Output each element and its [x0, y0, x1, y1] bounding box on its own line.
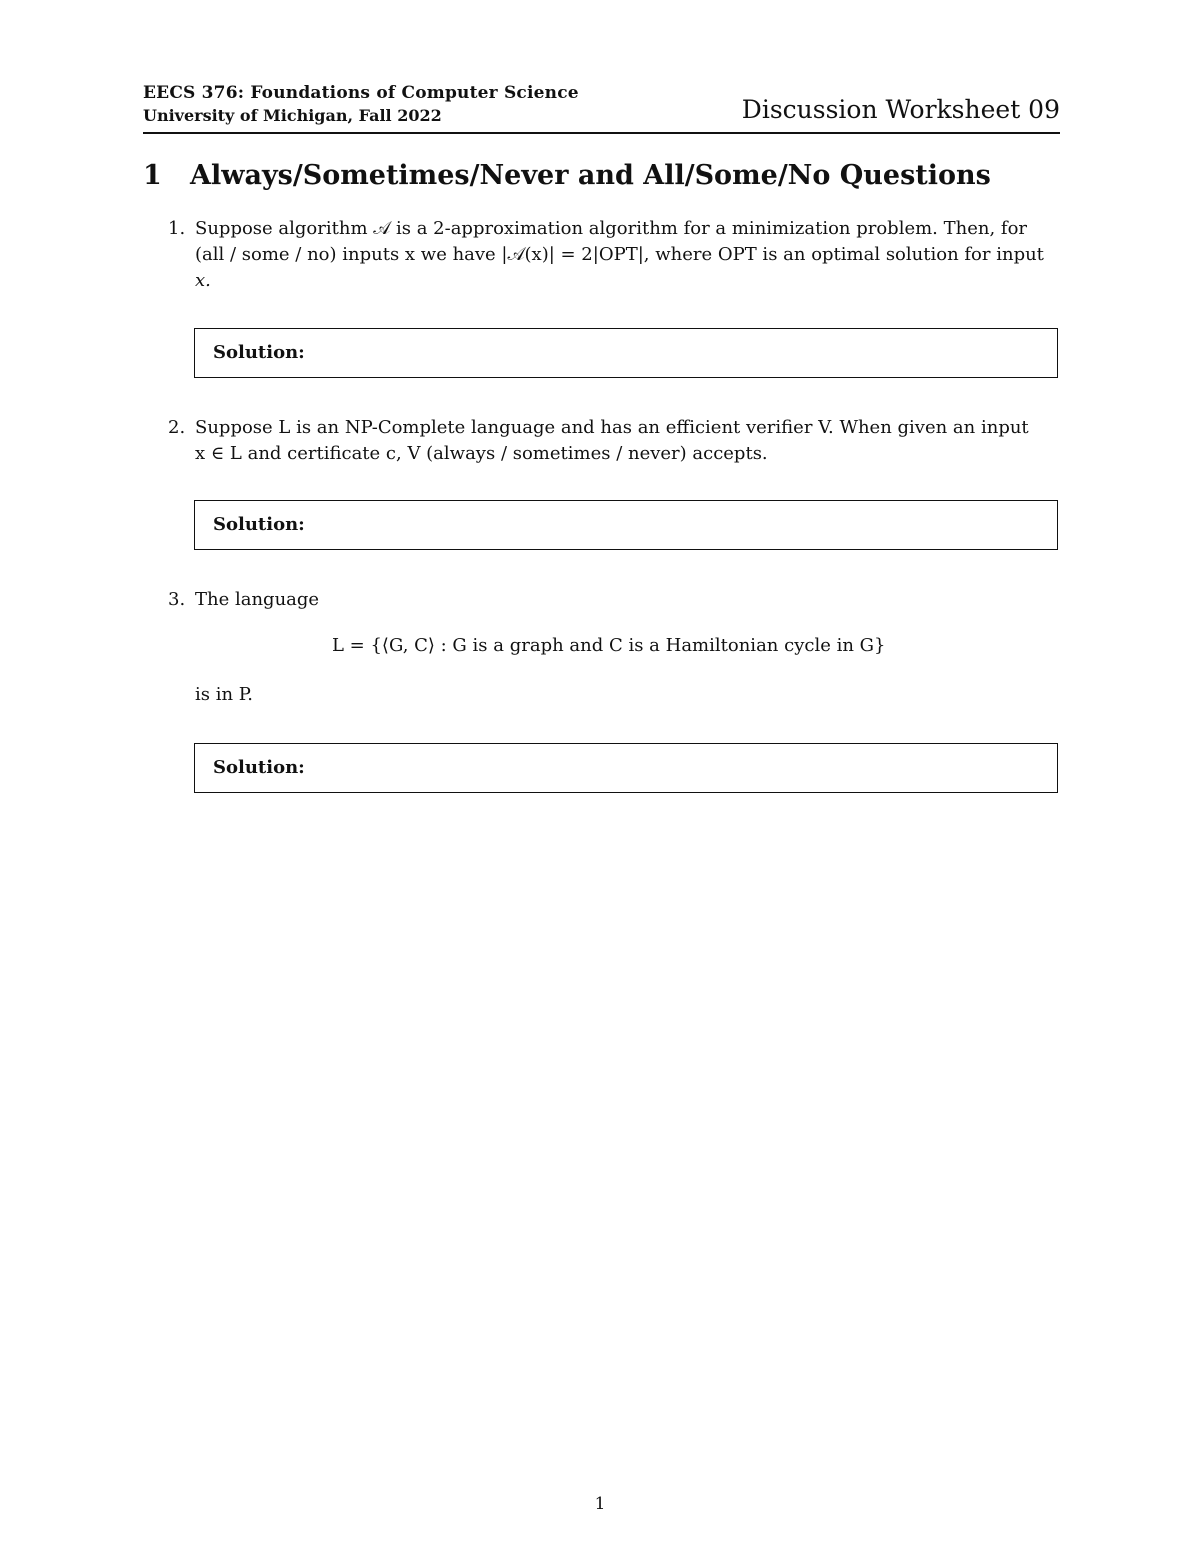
section-heading	[143, 160, 991, 191]
question-number: 3.	[168, 589, 186, 610]
question-3	[168, 587, 1060, 613]
question-number: 2.	[168, 417, 186, 438]
question-line: x ∈ L and certificate c, V (always / sometimes / never) accepts.	[195, 443, 768, 464]
solution-box-1[interactable]	[194, 328, 1058, 378]
question-text	[195, 216, 1060, 294]
question-text	[195, 587, 1060, 613]
question-line: (all / some / no) inputs x we have |𝒜(x)| = 2|OPT|, where OPT is an optimal solution for input	[195, 244, 1044, 265]
university-line: University of Michigan, Fall 2022	[143, 106, 442, 125]
language-equation: L = {⟨G, C⟩ : G is a graph and C is a Hamiltonian cycle in G}	[332, 635, 886, 656]
worksheet-title: Discussion Worksheet 09	[741, 95, 1060, 124]
solution-label: Solution:	[213, 342, 305, 363]
question-tail: is in P.	[195, 684, 253, 705]
question-2	[168, 415, 1060, 467]
solution-box-2[interactable]	[194, 500, 1058, 550]
course-line	[143, 83, 579, 103]
solution-label: Solution:	[213, 757, 305, 778]
course-code: EECS 376:	[143, 83, 245, 103]
page-number: 1	[594, 1494, 606, 1514]
question-line: The language	[195, 589, 320, 610]
course-name: Foundations of Computer Science	[250, 83, 579, 103]
question-number: 1.	[168, 218, 186, 239]
question-line: Suppose algorithm 𝒜 is a 2-approximation algorithm for a minimization problem. Then, for	[195, 218, 1028, 239]
question-line: x.	[195, 270, 211, 291]
section-number: 1	[143, 160, 162, 191]
solution-label: Solution:	[213, 514, 305, 535]
page-header	[143, 83, 1060, 133]
question-line: Suppose L is an NP-Complete language and has an efficient verifier V. When given an input	[195, 417, 1029, 438]
header-rule	[143, 132, 1060, 134]
section-title: Always/Sometimes/Never and All/Some/No Questions	[190, 160, 991, 191]
question-text	[195, 415, 1060, 467]
question-1	[168, 216, 1060, 294]
solution-box-3[interactable]	[194, 743, 1058, 793]
